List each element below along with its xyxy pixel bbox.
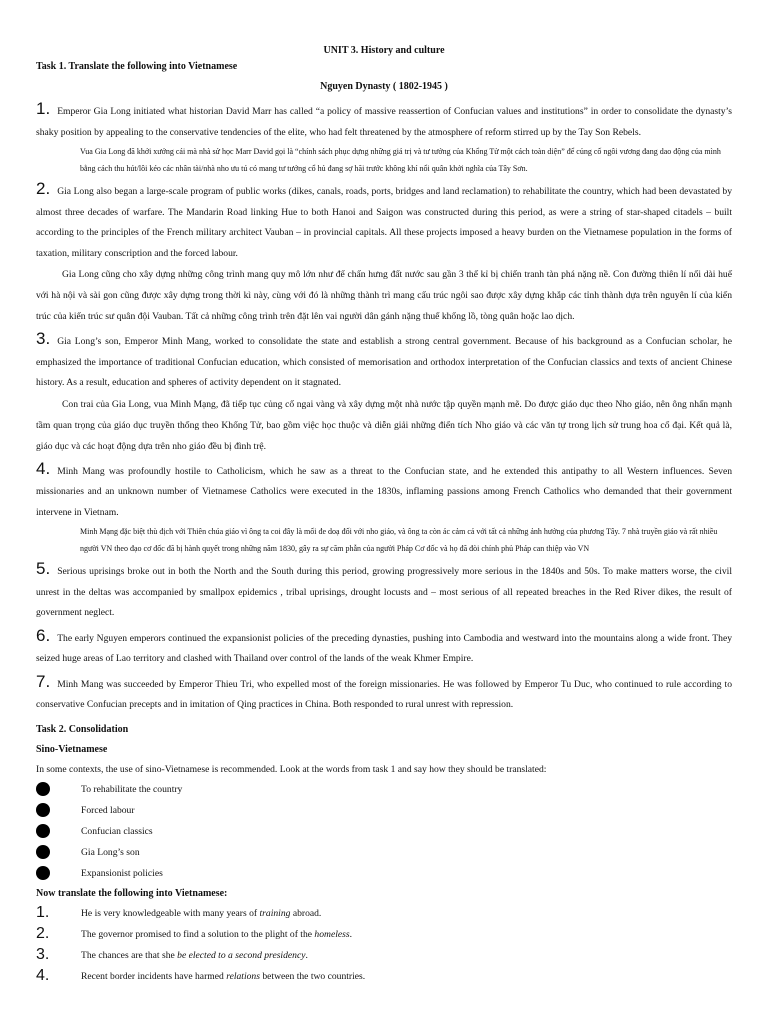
document-page	[36, 42, 732, 987]
paragraph-4-text: Minh Mang was profoundly hostile to Catholicism, which he saw as a threat to the Confucian state, and he extended this antipathy to all Western influences. Seven missionaries and an unknown number of Vietnamese Catholics were executed in the 1830s, inflaming passions among French Catholics who demanded that their government intervene in Vietnam.	[36, 465, 732, 518]
sino-vietnamese-list	[36, 779, 732, 884]
paragraph-2-text: Gia Long also began a large-scale program of public works (dikes, canals, roads, ports, bridges and land reclamation) to rehabilitate the country, which had been devastated by almost three decades of warfare. The Mandarin Road linking Hue to both Hanoi and Saigon was constructed during this period, as were a string of star-shaped citadels – built according to the principles of the French military architect Vauban – in provincial capitals. All these projects imposed a heavy burden on the Vietnamese population in the forms of taxation, military conscription and the forced labour.	[36, 186, 732, 259]
item-number: 2.	[36, 925, 50, 942]
list-item-text: Gia Long’s son	[81, 846, 140, 858]
paragraph-7-text: Minh Mang was succeeded by Emperor Thieu Tri, who expelled most of the foreign missionaries. He was followed by Emperor Tu Duc, who continued to rule according to conservative Confucian precepts and in imitation of Qing practices in China. Both responded to rural unrest with repression.	[36, 678, 732, 710]
paragraph-1-english	[36, 99, 732, 143]
task2-intro: In some contexts, the use of sino-Vietnamese is recommended. Look at the words from task 1 and say how they should be translated:	[36, 763, 547, 775]
paragraph-7	[36, 672, 732, 716]
item-italic: training	[259, 907, 291, 919]
paragraph-1-text: Emperor Gia Long initiated what historian David Marr has called “a policy of massive reassertion of Confucian values and institutions” in order to consolidate the dynasty’s shaky position by appealing to the conservative tendencies of the elite, who had felt threatened by the atmosphere of reform stirred up by the Tay Son Rebels.	[36, 106, 732, 138]
list-item-text: Confucian classics	[81, 825, 153, 837]
paragraph-6	[36, 626, 732, 670]
paragraph-2-english	[36, 179, 732, 264]
paragraph-6-text: The early Nguyen emperors continued the expansionist policies of the preceding dynasties, pushing into Cambodia and westward into the mountains along a wide front. They seized huge areas of Lao territory and clashed with Thailand over control of the lands of the weak Khmer Empire.	[36, 632, 732, 664]
paragraph-6-english	[36, 626, 732, 670]
item-italic: homeless	[314, 928, 350, 940]
list-item-text: Forced labour	[81, 804, 135, 816]
paragraph-2	[36, 179, 732, 327]
item-italic: be elected to a second presidency	[177, 949, 306, 961]
list-item	[36, 821, 732, 842]
list-item	[36, 966, 732, 987]
paragraph-1	[36, 99, 732, 177]
unit-title: UNIT 3. History and culture	[323, 45, 445, 56]
list-item	[36, 779, 732, 800]
paragraph-1-vietnamese: Vua Gia Long đã khởi xướng cái mà nhà sử học Marr David gọi là “chính sách phục dựng những giá trị và tư tưởng của Khổng Tử một cách toàn diện” để củng cố ngôi vương đang dao động của mình bằng cách thu hút/lôi kéo các nhân tài/nhà nho ưu tú có mang tư tưởng cổ hủ đang sợ hãi trước không khí nổi quân khởi nghĩa của Tây Sơn.	[80, 147, 721, 173]
paragraph-1-number: 1.	[36, 99, 51, 118]
bullet-icon	[36, 782, 50, 796]
paragraph-5-number: 5.	[36, 559, 51, 578]
paragraph-7-english	[36, 672, 732, 716]
list-item	[36, 903, 732, 924]
dynasty-subtitle: Nguyen Dynasty ( 1802-1945 )	[320, 81, 448, 92]
paragraph-5-english	[36, 559, 732, 624]
task1-title: Task 1. Translate the following into Vietnamese	[36, 61, 238, 72]
bullet-icon	[36, 824, 50, 838]
bullet-icon	[36, 803, 50, 817]
paragraph-5	[36, 559, 732, 624]
list-item	[36, 924, 732, 945]
paragraph-7-number: 7.	[36, 671, 51, 691]
list-item-text: Expansionist policies	[81, 867, 163, 879]
paragraph-3	[36, 329, 732, 457]
item-text: The chances are that she be elected to a second presidency.	[81, 949, 308, 961]
item-text: The governor promised to find a solution to the plight of the homeless.	[81, 928, 352, 940]
item-number: 4.	[36, 967, 50, 984]
paragraph-3-text: Gia Long’s son, Emperor Minh Mang, worked to consolidate the state and establish a strong central government. Because of his background as a Confucian scholar, he emphasized the importance of traditional Confucian education, which consisted of memorisation and orthodox interpretation of the Confucian classics and texts of ancient Chinese history. As a result, education and spheres of activity dependent on it stagnated.	[36, 336, 732, 388]
paragraph-2-number: 2.	[36, 179, 51, 198]
item-number: 1.	[36, 904, 50, 921]
list-item	[36, 945, 732, 966]
translate-heading: Now translate the following into Vietnamese:	[36, 887, 228, 899]
bullet-icon	[36, 845, 50, 859]
item-text: Recent border incidents have harmed relations between the two countries.	[81, 970, 366, 982]
paragraph-4-vietnamese: Minh Mạng đặc biệt thù địch với Thiên chúa giáo vì ông ta coi đây là mối đe doạ đối với nho giáo, và ông ta còn ác cảm cả với tất cả những ảnh hưởng của phương Tây. 7 nhà truyền giáo và rất nhiều người VN theo đạo cơ đốc đã bị hành quyết trong những năm 1830, gây ra sự căm phẫn của người Pháp Cơ đốc và họ đã đòi chính phủ Pháp can thiệp vào VN	[80, 527, 718, 553]
item-number: 3.	[36, 946, 50, 963]
item-text: He is very knowledgeable with many years of training abroad.	[81, 907, 322, 919]
paragraph-4-english	[36, 459, 732, 524]
bullet-icon	[36, 866, 50, 880]
list-item	[36, 842, 732, 863]
list-item	[36, 863, 732, 884]
list-item	[36, 800, 732, 821]
list-item-text: To rehabilitate the country	[81, 783, 183, 795]
translate-list	[36, 903, 732, 987]
paragraph-3-number: 3.	[36, 329, 51, 348]
task2-title: Task 2. Consolidation	[36, 723, 129, 735]
sino-vietnamese-heading: Sino-Vietnamese	[36, 743, 108, 755]
paragraph-2-vietnamese: Gia Long cũng cho xây dựng những công trình mang quy mô lớn như để chấn hưng đất nước sau gần 3 thế kỉ bị chiến tranh tàn phá nặng nề. Con đường thiên lí nối dài huế với hà nội và sài gon cũng được xây dựng trong thời kì này, cùng với đó là những thành trì mang cấu trúc ngôi sao được xây dựng khắp các tỉnh thành dựa trên nguyên lí của kiến trúc của kiến trúc sư quân đội Vauban. Tất cả những công trình trên đặt lên vai người dân gánh nặng thuế khổng lồ, tòng quân hoặc lao dịch.	[36, 269, 732, 322]
paragraph-3-vietnamese: Con trai của Gia Long, vua Minh Mạng, đã tiếp tục củng cố ngai vàng và xây dựng một nhà nước tập quyền mạnh mẽ. Do được giáo dục theo Nho giáo, nên ông nhấn mạnh tầm quan trọng của giáo dục truyền thống theo Khổng Tử, bao gồm việc học thuộc và diễn giải những điển tích Nho giáo và các văn tự trong lịch sử trung hoa cổ đại. Kết quả là, giáo dục và các hoạt động dựa trên nho giáo đều bị đình trệ.	[36, 398, 732, 452]
paragraph-4-number: 4.	[36, 458, 51, 478]
paragraph-6-number: 6.	[36, 625, 51, 645]
paragraph-4	[36, 459, 732, 558]
paragraph-5-text: Serious uprisings broke out in both the North and the South during this period, growing progressively more serious in the 1840s and 50s. To make matters worse, the civil unrest in the deltas was accompanied by smallpox epidemics , tribal uprisings, drought locusts and – most serious of all repeated breaches in the Red River dikes, the result of government neglect.	[36, 566, 732, 618]
paragraph-3-english	[36, 329, 732, 394]
item-italic: relations	[226, 970, 260, 982]
